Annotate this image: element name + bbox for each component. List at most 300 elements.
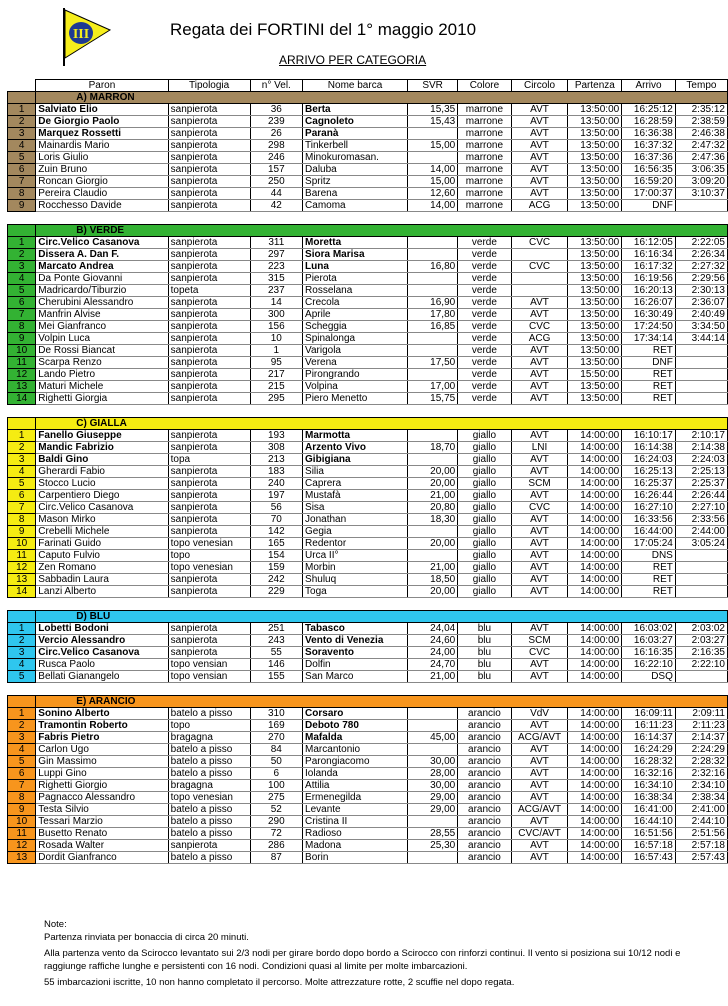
- cell-tempo: 3:06:35: [675, 164, 727, 176]
- table-row: [8, 128, 728, 140]
- cell-partenza: 14:00:00: [568, 840, 622, 852]
- cell-partenza: 13:50:00: [568, 381, 622, 393]
- cell-tipologia: sanpierota: [168, 333, 250, 345]
- cell-colore: arancio: [458, 744, 511, 756]
- cell-nome-barca: Rosselana: [303, 285, 408, 297]
- cell-colore: verde: [458, 333, 511, 345]
- cell-vel: 315: [250, 273, 302, 285]
- cell-circolo: ACG: [511, 200, 568, 212]
- cell-arrivo: 17:34:14: [622, 333, 676, 345]
- cell-pos: 9: [8, 526, 36, 538]
- cell-tipologia: sanpierota: [168, 297, 250, 309]
- category-header-row: [8, 225, 728, 237]
- cell-nome-barca: Piero Menetto: [303, 393, 408, 405]
- cell-circolo: AVT: [511, 514, 568, 526]
- cell-partenza: 14:00:00: [568, 490, 622, 502]
- cell-arrivo: 16:12:05: [622, 237, 676, 249]
- cell-pos: 9: [8, 804, 36, 816]
- column-header-row: [8, 80, 728, 92]
- table-row: [8, 466, 728, 478]
- cell-nome-barca: Daluba: [303, 164, 408, 176]
- table-row: [8, 454, 728, 466]
- table-row: [8, 780, 728, 792]
- results-table: [7, 79, 728, 864]
- cell-tempo: 2:14:38: [675, 442, 727, 454]
- cell-colore: verde: [458, 249, 511, 261]
- cell-svr: [408, 852, 458, 864]
- cell-tempo: 2:44:10: [675, 816, 727, 828]
- cell-tipologia: sanpierota: [168, 321, 250, 333]
- cell-tempo: [675, 671, 727, 683]
- cell-tempo: 2:22:10: [675, 659, 727, 671]
- cell-tempo: [675, 369, 727, 381]
- table-row: [8, 720, 728, 732]
- cell-colore: verde: [458, 381, 511, 393]
- cell-arrivo: 16:32:16: [622, 768, 676, 780]
- cell-tipologia: sanpierota: [168, 502, 250, 514]
- cell-circolo: AVT: [511, 104, 568, 116]
- table-row: [8, 732, 728, 744]
- cell-circolo: AVT: [511, 840, 568, 852]
- cell-svr: 16,80: [408, 261, 458, 273]
- cell-vel: 142: [250, 526, 302, 538]
- regatta-flag-logo: [56, 6, 112, 68]
- cell-pos: 11: [8, 828, 36, 840]
- cell-vel: 55: [250, 647, 302, 659]
- cell-pos: 5: [8, 671, 36, 683]
- cell-paron: Rusca Paolo: [36, 659, 168, 671]
- category-header-row: [8, 611, 728, 623]
- cell-vel: 243: [250, 635, 302, 647]
- cell-svr: 15,43: [408, 116, 458, 128]
- cell-nome-barca: Tabasco: [303, 623, 408, 635]
- cell-circolo: AVT: [511, 466, 568, 478]
- table-row: [8, 152, 728, 164]
- table-row: [8, 176, 728, 188]
- cell-tipologia: batelo a pisso: [168, 852, 250, 864]
- cell-vel: 297: [250, 249, 302, 261]
- cell-partenza: 13:50:00: [568, 333, 622, 345]
- cell-paron: Luppi Gino: [36, 768, 168, 780]
- cell-tipologia: sanpierota: [168, 176, 250, 188]
- cell-pos: 6: [8, 164, 36, 176]
- cell-vel: 183: [250, 466, 302, 478]
- cell-partenza: 14:00:00: [568, 659, 622, 671]
- cell-pos: 9: [8, 333, 36, 345]
- cell-tipologia: topo vensian: [168, 659, 250, 671]
- cell-svr: 21,00: [408, 490, 458, 502]
- cell-paron: Circ.Velico Casanova: [36, 647, 168, 659]
- cell-arrivo: 16:36:38: [622, 128, 676, 140]
- cell-colore: marrone: [458, 176, 511, 188]
- cell-vel: 56: [250, 502, 302, 514]
- cell-paron: Busetto Renato: [36, 828, 168, 840]
- cell-tempo: 2:32:16: [675, 768, 727, 780]
- cell-arrivo: RET: [622, 381, 676, 393]
- cell-tempo: 2:27:32: [675, 261, 727, 273]
- cell-paron: Mei Gianfranco: [36, 321, 168, 333]
- cell-partenza: 13:50:00: [568, 188, 622, 200]
- cell-paron: Farinati Guido: [36, 538, 168, 550]
- cell-paron: Lobetti Bodoni: [36, 623, 168, 635]
- cell-partenza: 13:50:00: [568, 200, 622, 212]
- cell-partenza: 13:50:00: [568, 237, 622, 249]
- cell-nome-barca: Scheggia: [303, 321, 408, 333]
- cell-pos: 13: [8, 574, 36, 586]
- cell-tipologia: topa: [168, 454, 250, 466]
- cell-nome-barca: Urca II°: [303, 550, 408, 562]
- table-row: [8, 261, 728, 273]
- cell-arrivo: 16:03:02: [622, 623, 676, 635]
- cell-circolo: SCM: [511, 478, 568, 490]
- cell-tempo: 2:26:34: [675, 249, 727, 261]
- cell-colore: giallo: [458, 502, 511, 514]
- cell-tipologia: bragagna: [168, 732, 250, 744]
- cell-vel: 146: [250, 659, 302, 671]
- cell-arrivo: 16:30:49: [622, 309, 676, 321]
- cell-partenza: 14:00:00: [568, 720, 622, 732]
- cell-colore: verde: [458, 393, 511, 405]
- cell-svr: 17,80: [408, 309, 458, 321]
- cell-vel: 157: [250, 164, 302, 176]
- header-arrivo: Arrivo: [622, 80, 676, 92]
- cell-tempo: 2:35:12: [675, 104, 727, 116]
- cell-vel: 270: [250, 732, 302, 744]
- cell-nome-barca: Marmotta: [303, 430, 408, 442]
- cell-tipologia: sanpierota: [168, 526, 250, 538]
- cell-svr: [408, 237, 458, 249]
- cell-vel: 229: [250, 586, 302, 598]
- cell-colore: marrone: [458, 188, 511, 200]
- cell-paron: Righetti Giorgia: [36, 393, 168, 405]
- cell-partenza: 13:50:00: [568, 309, 622, 321]
- cell-nome-barca: Pierota: [303, 273, 408, 285]
- cell-svr: 15,00: [408, 140, 458, 152]
- cell-svr: 14,00: [408, 164, 458, 176]
- table-row: [8, 708, 728, 720]
- category-swatch: [8, 611, 36, 623]
- cell-tempo: 2:33:56: [675, 514, 727, 526]
- cell-colore: blu: [458, 671, 511, 683]
- cell-vel: 308: [250, 442, 302, 454]
- cell-svr: [408, 152, 458, 164]
- cell-tempo: [675, 381, 727, 393]
- cell-arrivo: RET: [622, 369, 676, 381]
- cell-nome-barca: Morbin: [303, 562, 408, 574]
- cell-nome-barca: Berta: [303, 104, 408, 116]
- cell-svr: 18,50: [408, 574, 458, 586]
- cell-pos: 7: [8, 176, 36, 188]
- cell-tipologia: sanpierota: [168, 514, 250, 526]
- cell-circolo: AVT: [511, 538, 568, 550]
- page-subtitle: ARRIVO PER CATEGORIA: [279, 53, 427, 67]
- cell-vel: 193: [250, 430, 302, 442]
- cell-tempo: 2:38:34: [675, 792, 727, 804]
- table-row: [8, 273, 728, 285]
- cell-circolo: VdV: [511, 708, 568, 720]
- cell-nome-barca: Borin: [303, 852, 408, 864]
- cell-circolo: [511, 249, 568, 261]
- section-spacer: [8, 212, 728, 225]
- table-row: [8, 635, 728, 647]
- cell-svr: [408, 454, 458, 466]
- cell-svr: 15,35: [408, 104, 458, 116]
- cell-circolo: [511, 285, 568, 297]
- cell-colore: arancio: [458, 708, 511, 720]
- cell-vel: 300: [250, 309, 302, 321]
- cell-colore: giallo: [458, 466, 511, 478]
- notes-label: Note:: [44, 919, 67, 930]
- cell-vel: 70: [250, 514, 302, 526]
- cell-nome-barca: Mustafà: [303, 490, 408, 502]
- cell-tipologia: sanpierota: [168, 104, 250, 116]
- cell-nome-barca: Volpina: [303, 381, 408, 393]
- cell-pos: 4: [8, 273, 36, 285]
- table-row: [8, 104, 728, 116]
- cell-tipologia: batelo a pisso: [168, 804, 250, 816]
- cell-svr: [408, 744, 458, 756]
- cell-vel: 26: [250, 128, 302, 140]
- cell-circolo: AVT: [511, 659, 568, 671]
- cell-svr: 24,70: [408, 659, 458, 671]
- cell-colore: verde: [458, 357, 511, 369]
- cell-partenza: 13:50:00: [568, 285, 622, 297]
- cell-svr: 24,60: [408, 635, 458, 647]
- cell-pos: 2: [8, 116, 36, 128]
- cell-arrivo: 16:33:56: [622, 514, 676, 526]
- cell-tempo: 3:09:20: [675, 176, 727, 188]
- cell-colore: marrone: [458, 128, 511, 140]
- cell-pos: 3: [8, 454, 36, 466]
- cell-circolo: CVC: [511, 502, 568, 514]
- cell-pos: 14: [8, 586, 36, 598]
- cell-tempo: 2:41:00: [675, 804, 727, 816]
- cell-colore: arancio: [458, 852, 511, 864]
- cell-paron: Da Ponte Giovanni: [36, 273, 168, 285]
- cell-arrivo: 16:44:10: [622, 816, 676, 828]
- cell-paron: Caputo Fulvio: [36, 550, 168, 562]
- cell-colore: giallo: [458, 478, 511, 490]
- cell-paron: Righetti Giorgio: [36, 780, 168, 792]
- cell-nome-barca: Luna: [303, 261, 408, 273]
- cell-partenza: 14:00:00: [568, 478, 622, 490]
- cell-svr: 28,00: [408, 768, 458, 780]
- cell-nome-barca: Gegia: [303, 526, 408, 538]
- header-nome-barca: Nome barca: [303, 80, 408, 92]
- cell-circolo: AVT: [511, 720, 568, 732]
- cell-pos: 7: [8, 309, 36, 321]
- cell-nome-barca: Moretta: [303, 237, 408, 249]
- cell-svr: [408, 430, 458, 442]
- cell-circolo: AVT: [511, 574, 568, 586]
- cell-arrivo: 16:37:32: [622, 140, 676, 152]
- cell-arrivo: 16:16:35: [622, 647, 676, 659]
- cell-paron: Fabris Pietro: [36, 732, 168, 744]
- cell-arrivo: 16:24:03: [622, 454, 676, 466]
- cell-circolo: CVC: [511, 321, 568, 333]
- cell-pos: 5: [8, 152, 36, 164]
- cell-circolo: AVT: [511, 152, 568, 164]
- cell-svr: 24,04: [408, 623, 458, 635]
- cell-tempo: 2:29:56: [675, 273, 727, 285]
- cell-svr: [408, 273, 458, 285]
- cell-svr: 18,70: [408, 442, 458, 454]
- cell-tipologia: sanpierota: [168, 273, 250, 285]
- results-body: [8, 92, 728, 864]
- table-row: [8, 792, 728, 804]
- cell-svr: 45,00: [408, 732, 458, 744]
- category-swatch: [8, 696, 36, 708]
- cell-vel: 84: [250, 744, 302, 756]
- cell-nome-barca: Vento di Venezia: [303, 635, 408, 647]
- cell-nome-barca: Radioso: [303, 828, 408, 840]
- category-label: A) MARRON: [36, 92, 728, 104]
- header-partenza: Partenza: [568, 80, 622, 92]
- cell-svr: [408, 285, 458, 297]
- cell-paron: De Rossi Biancat: [36, 345, 168, 357]
- cell-pos: 4: [8, 659, 36, 671]
- cell-colore: giallo: [458, 514, 511, 526]
- table-row: [8, 381, 728, 393]
- cell-vel: 72: [250, 828, 302, 840]
- cell-tempo: 2:40:49: [675, 309, 727, 321]
- cell-tempo: 2:25:13: [675, 466, 727, 478]
- cell-tempo: 2:24:03: [675, 454, 727, 466]
- table-row: [8, 647, 728, 659]
- cell-tempo: 2:11:23: [675, 720, 727, 732]
- cell-partenza: 14:00:00: [568, 744, 622, 756]
- table-row: [8, 369, 728, 381]
- cell-svr: 20,80: [408, 502, 458, 514]
- cell-paron: Manfrin Alvise: [36, 309, 168, 321]
- cell-paron: Mandic Fabrizio: [36, 442, 168, 454]
- cell-paron: Stocco Lucio: [36, 478, 168, 490]
- cell-vel: 95: [250, 357, 302, 369]
- cell-svr: 16,85: [408, 321, 458, 333]
- cell-tempo: [675, 550, 727, 562]
- cell-tipologia: batelo a pisso: [168, 708, 250, 720]
- cell-colore: verde: [458, 309, 511, 321]
- cell-nome-barca: Ermenegilda: [303, 792, 408, 804]
- table-row: [8, 744, 728, 756]
- cell-colore: arancio: [458, 756, 511, 768]
- cell-vel: 159: [250, 562, 302, 574]
- cell-vel: 155: [250, 671, 302, 683]
- cell-circolo: AVT: [511, 768, 568, 780]
- cell-svr: [408, 708, 458, 720]
- cell-arrivo: DSQ: [622, 671, 676, 683]
- table-row: [8, 768, 728, 780]
- cell-partenza: 13:50:00: [568, 357, 622, 369]
- cell-circolo: LNI: [511, 442, 568, 454]
- cell-vel: 87: [250, 852, 302, 864]
- cell-pos: 10: [8, 816, 36, 828]
- cell-partenza: 14:00:00: [568, 816, 622, 828]
- table-row: [8, 285, 728, 297]
- cell-circolo: AVT: [511, 164, 568, 176]
- cell-nome-barca: Deboto 780: [303, 720, 408, 732]
- cell-colore: marrone: [458, 200, 511, 212]
- cell-circolo: AVT: [511, 562, 568, 574]
- cell-tempo: 2:51:56: [675, 828, 727, 840]
- cell-nome-barca: Tinkerbell: [303, 140, 408, 152]
- cell-pos: 3: [8, 732, 36, 744]
- category-swatch: [8, 92, 36, 104]
- cell-arrivo: 16:57:43: [622, 852, 676, 864]
- header-tipologia: Tipologia: [168, 80, 250, 92]
- cell-partenza: 13:50:00: [568, 393, 622, 405]
- table-row: [8, 574, 728, 586]
- cell-tipologia: sanpierota: [168, 200, 250, 212]
- cell-paron: Volpin Luca: [36, 333, 168, 345]
- cell-tipologia: sanpierota: [168, 164, 250, 176]
- cell-arrivo: 16:37:36: [622, 152, 676, 164]
- cell-partenza: 14:00:00: [568, 430, 622, 442]
- cell-pos: 12: [8, 562, 36, 574]
- cell-vel: 310: [250, 708, 302, 720]
- cell-vel: 217: [250, 369, 302, 381]
- cell-circolo: AVT: [511, 297, 568, 309]
- cell-nome-barca: Attilia: [303, 780, 408, 792]
- cell-colore: verde: [458, 273, 511, 285]
- cell-vel: 1: [250, 345, 302, 357]
- cell-circolo: AVT: [511, 430, 568, 442]
- cell-pos: 4: [8, 140, 36, 152]
- cell-colore: giallo: [458, 562, 511, 574]
- cell-tipologia: topo: [168, 720, 250, 732]
- cell-tipologia: sanpierota: [168, 381, 250, 393]
- cell-nome-barca: Spinalonga: [303, 333, 408, 345]
- cell-tipologia: sanpierota: [168, 345, 250, 357]
- table-row: [8, 816, 728, 828]
- table-row: [8, 345, 728, 357]
- table-row: [8, 623, 728, 635]
- table-row: [8, 562, 728, 574]
- cell-paron: Mason Mirko: [36, 514, 168, 526]
- cell-colore: marrone: [458, 116, 511, 128]
- cell-colore: marrone: [458, 152, 511, 164]
- cell-arrivo: 16:51:56: [622, 828, 676, 840]
- cell-pos: 10: [8, 345, 36, 357]
- cell-partenza: 14:00:00: [568, 756, 622, 768]
- category-header-row: [8, 696, 728, 708]
- cell-pos: 14: [8, 393, 36, 405]
- cell-arrivo: 16:10:17: [622, 430, 676, 442]
- cell-tipologia: sanpierota: [168, 152, 250, 164]
- cell-partenza: 14:00:00: [568, 732, 622, 744]
- cell-partenza: 14:00:00: [568, 852, 622, 864]
- cell-colore: verde: [458, 321, 511, 333]
- cell-nome-barca: Soravento: [303, 647, 408, 659]
- cell-colore: giallo: [458, 526, 511, 538]
- cell-tempo: 2:10:17: [675, 430, 727, 442]
- cell-colore: verde: [458, 345, 511, 357]
- cell-tipologia: batelo a pisso: [168, 756, 250, 768]
- cell-paron: De Giorgio Paolo: [36, 116, 168, 128]
- cell-tempo: 2:47:32: [675, 140, 727, 152]
- cell-tipologia: batelo a pisso: [168, 828, 250, 840]
- cell-arrivo: 16:25:37: [622, 478, 676, 490]
- cell-partenza: 14:00:00: [568, 635, 622, 647]
- cell-nome-barca: Toga: [303, 586, 408, 598]
- category-label: C) GIALLA: [36, 418, 728, 430]
- cell-vel: 44: [250, 188, 302, 200]
- cell-svr: [408, 526, 458, 538]
- cell-vel: 295: [250, 393, 302, 405]
- cell-tipologia: sanpierota: [168, 116, 250, 128]
- cell-arrivo: 16:14:38: [622, 442, 676, 454]
- cell-tipologia: sanpierota: [168, 128, 250, 140]
